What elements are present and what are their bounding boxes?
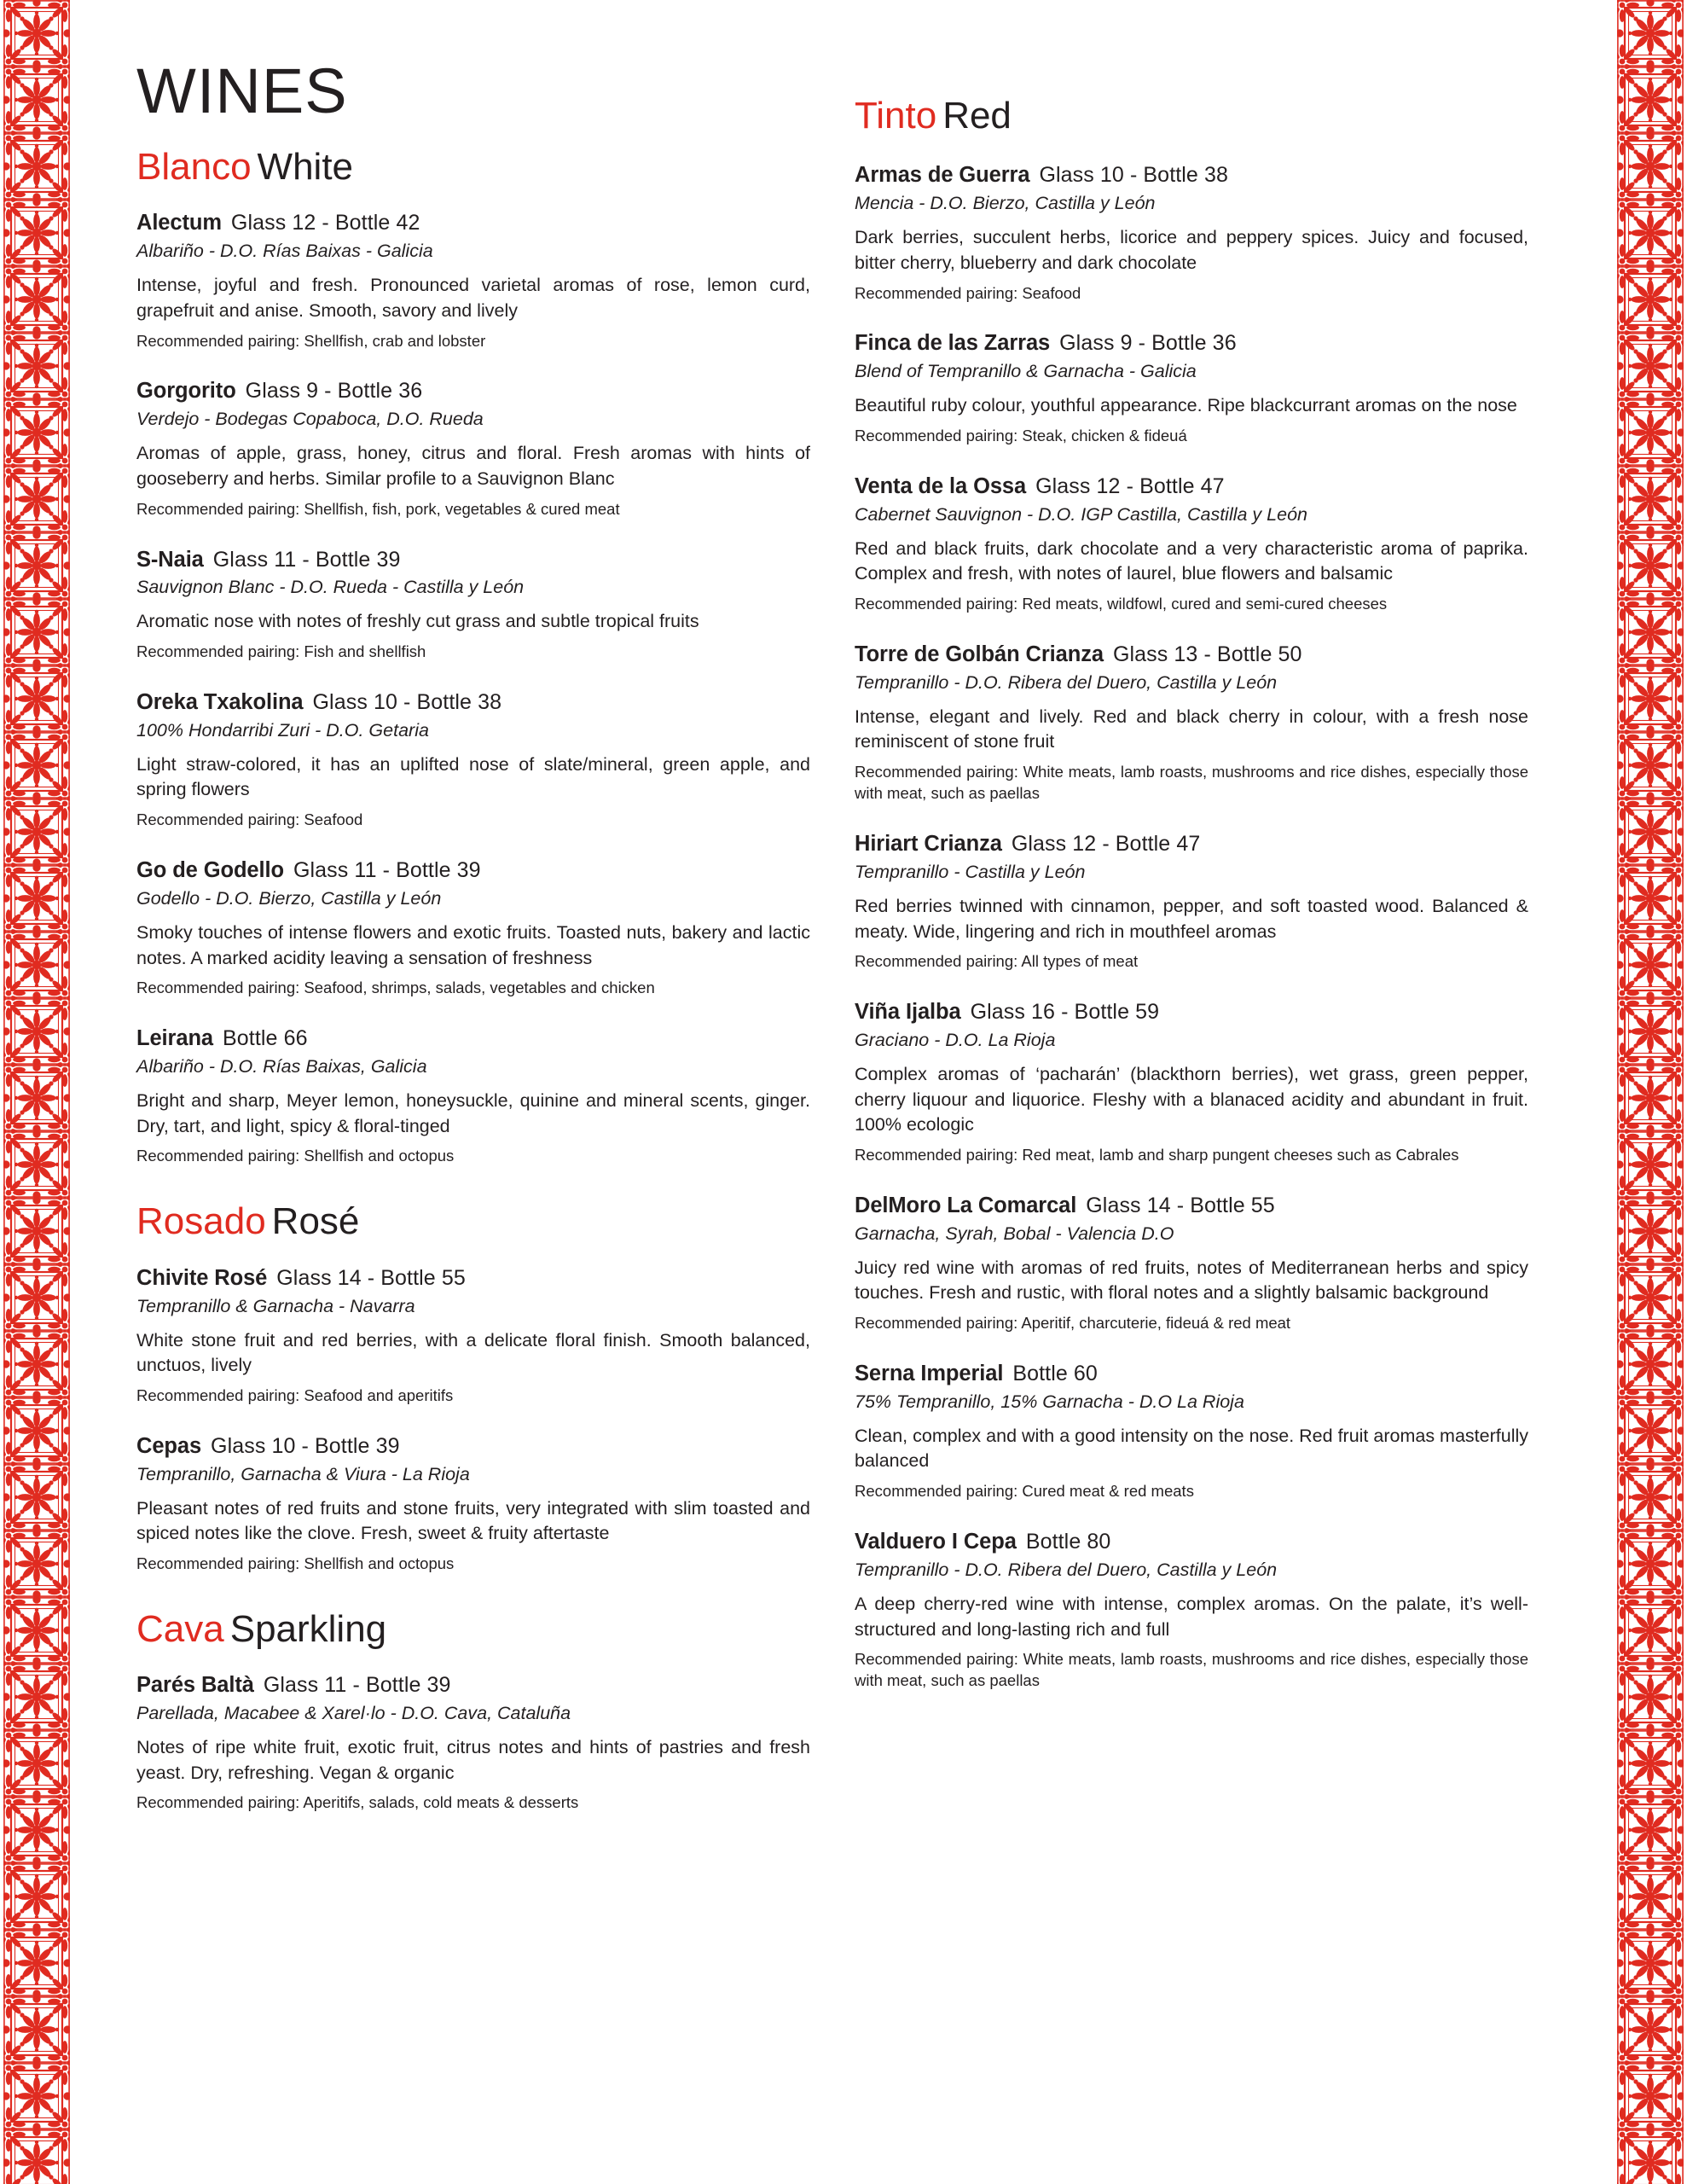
wine-name: Oreka Txakolina <box>136 690 304 715</box>
wine-name: Leirana <box>136 1026 214 1051</box>
wine-name: DelMoro La Comarcal <box>855 1193 1077 1217</box>
wine-header <box>855 1193 1528 1220</box>
wine-grape-region: Garnacha, Syrah, Bobal - Valencia D.O <box>855 1223 1174 1244</box>
wine-grape-region: Mencia - D.O. Bierzo, Castilla y León <box>855 193 1156 214</box>
wine-grape-region: Parellada, Macabee & Xarel·lo - D.O. Cava, Cataluña <box>136 1703 571 1724</box>
wine-grape-region: Tempranillo - D.O. Ribera del Duero, Castilla y León <box>855 671 1278 693</box>
wine-entry <box>855 1529 1528 1692</box>
wine-description: A deep cherry-red wine with intense, complex aromas. On the palate, it’s well-structured and long-lasting rich and full <box>855 1593 1528 1640</box>
wine-entry <box>136 210 810 351</box>
wine-description: Juicy red wine with aromas of red fruits, notes of Mediterranean herbs and spicy touches. Fresh and rustic, with floral notes and a slightly balsamic background <box>855 1257 1528 1304</box>
wine-description: Notes of ripe white fruit, exotic fruit, citrus notes and hints of pastries and fresh yeast. Dry, refreshing. Vegan & organic <box>136 1737 810 1783</box>
section-heading-rosado-en: Rosé <box>271 1200 360 1243</box>
section-heading-rosado <box>136 1201 810 1242</box>
wine-header <box>855 330 1528 357</box>
wine-grape-region: Tempranillo - Castilla y León <box>855 861 1086 882</box>
wine-entry <box>855 162 1528 304</box>
wine-name: Gorgorito <box>136 379 236 404</box>
cava-wine-list <box>136 1672 810 1814</box>
right-column <box>855 60 1528 1718</box>
wine-description: Pleasant notes of red fruits and stone fruits, very integrated with slim toasted and spiced notes like the clove. Fresh, sweet & fruity aftertaste <box>136 1497 810 1544</box>
wine-entry <box>136 689 810 831</box>
wine-entry <box>855 831 1528 973</box>
wine-entry <box>136 1433 810 1575</box>
wine-description: Intense, elegant and lively. Red and black cherry in colour, with a fresh nose reminiscent of stone fruit <box>855 706 1528 752</box>
wine-grape-region: 75% Tempranillo, 15% Garnacha - D.O La Rioja <box>855 1391 1244 1412</box>
wine-name: Serna Imperial <box>855 1362 1004 1386</box>
wine-name: Armas de Guerra <box>855 163 1030 188</box>
wine-header <box>855 1361 1528 1388</box>
wine-description: White stone fruit and red berries, with a delicate floral finish. Smooth balanced, unctuos, lively <box>136 1329 810 1376</box>
wine-description: Aromatic nose with notes of freshly cut grass and subtle tropical fruits <box>136 611 699 632</box>
wine-pairing: Recommended pairing: Steak, chicken & fideuá <box>855 426 1187 444</box>
wine-entry <box>136 1265 810 1407</box>
wine-name: Parés Baltà <box>136 1673 254 1698</box>
wine-header <box>136 210 810 237</box>
wine-description: Light straw-colored, it has an uplifted nose of slate/mineral, green apple, and spring flowers <box>136 753 810 800</box>
section-heading-cava <box>136 1609 810 1650</box>
wine-description: Intense, joyful and fresh. Pronounced varietal aromas of rose, lemon curd, grapefruit and anise. Smooth, savory and lively <box>136 275 810 321</box>
section-heading-cava-es: Cava <box>136 1607 224 1650</box>
wine-name: S-Naia <box>136 547 204 572</box>
section-heading-tinto-es: Tinto <box>855 95 937 136</box>
wine-entry <box>136 547 810 663</box>
wine-pairing: Recommended pairing: Shellfish and octopus <box>136 1147 455 1165</box>
wine-price: Glass 12 - Bottle 47 <box>1035 473 1225 498</box>
wine-name: Finca de las Zarras <box>855 331 1051 356</box>
tinto-wine-list <box>855 162 1528 1692</box>
wine-price: Glass 10 - Bottle 39 <box>211 1433 400 1458</box>
wine-entry <box>855 473 1528 615</box>
wine-entry <box>855 1193 1528 1334</box>
rosado-wine-list <box>136 1265 810 1575</box>
wine-pairing: Recommended pairing: Seafood <box>136 810 363 829</box>
wine-name: Cepas <box>136 1433 202 1458</box>
wine-grape-region: Albariño - D.O. Rías Baixas, Galicia <box>136 1056 427 1077</box>
wine-description: Red and black fruits, dark chocolate and a very characteristic aroma of paprika. Complex and fresh, with notes of laurel, blue flowers and balsamic <box>855 537 1528 584</box>
section-heading-cava-en: Sparkling <box>229 1607 387 1650</box>
wine-price: Glass 12 - Bottle 42 <box>230 211 420 235</box>
wine-description: Beautiful ruby colour, youthful appearance. Ripe blackcurrant aromas on the nose <box>855 395 1517 416</box>
wine-description: Aromas of apple, grass, honey, citrus and floral. Fresh aromas with hints of gooseberry and herbs. Similar profile to a Sauvignon Blanc <box>136 443 810 489</box>
wine-header <box>855 473 1528 501</box>
wine-price: Glass 14 - Bottle 55 <box>1086 1193 1275 1217</box>
wine-price: Glass 11 - Bottle 39 <box>212 547 401 572</box>
wine-pairing: Recommended pairing: White meats, lamb roasts, mushrooms and rice dishes, especially those with meat, such as paellas <box>855 1650 1528 1690</box>
wine-grape-region: Sauvignon Blanc - D.O. Rueda - Castilla y León <box>136 577 525 598</box>
wine-grape-region: Graciano - D.O. La Rioja <box>855 1030 1056 1051</box>
wine-price: Glass 14 - Bottle 55 <box>276 1265 466 1290</box>
section-heading-rosado-es: Rosado <box>136 1200 266 1243</box>
wine-grape-region: Tempranillo & Garnacha - Navarra <box>136 1295 415 1316</box>
wine-entry <box>136 378 810 520</box>
wine-pairing: Recommended pairing: Shellfish, crab and lobster <box>136 331 486 350</box>
wine-name: Go de Godello <box>136 858 284 883</box>
wine-price: Glass 11 - Bottle 39 <box>293 858 481 883</box>
wine-pairing: Recommended pairing: Seafood <box>855 283 1081 302</box>
wine-pairing: Recommended pairing: Aperitif, charcuterie, fideuá & red meat <box>855 1314 1291 1333</box>
wine-header <box>855 999 1528 1026</box>
wine-price: Glass 10 - Bottle 38 <box>312 690 502 715</box>
wine-pairing: Recommended pairing: Seafood, shrimps, salads, vegetables and chicken <box>136 979 655 997</box>
section-heading-blanco-es: Blanco <box>136 146 252 188</box>
page-title: WINES <box>136 55 348 126</box>
wine-entry <box>855 330 1528 446</box>
wine-header <box>136 547 810 574</box>
wine-price: Bottle 80 <box>1025 1530 1111 1554</box>
wine-price: Glass 12 - Bottle 47 <box>1011 832 1201 857</box>
wine-header <box>855 831 1528 858</box>
wine-name: Chivite Rosé <box>136 1265 268 1290</box>
wine-header <box>136 1265 810 1292</box>
wine-name: Torre de Golbán Crianza <box>855 642 1104 667</box>
wine-description: Dark berries, succulent herbs, licorice and peppery spices. Juicy and focused, bitter cherry, blueberry and dark chocolate <box>855 227 1528 273</box>
wine-grape-region: Verdejo - Bodegas Copaboca, D.O. Rueda <box>136 409 484 430</box>
wine-price: Glass 9 - Bottle 36 <box>1059 331 1237 356</box>
wine-header <box>136 1672 810 1699</box>
wine-header <box>136 857 810 885</box>
wine-header <box>855 162 1528 189</box>
wine-entry <box>136 1025 810 1167</box>
wine-pairing: Recommended pairing: All types of meat <box>855 952 1139 971</box>
wine-price: Glass 16 - Bottle 59 <box>970 1000 1160 1025</box>
wine-name: Alectum <box>136 211 222 235</box>
wine-pairing: Recommended pairing: Cured meat & red meats <box>855 1482 1194 1501</box>
wine-name: Valduero I Cepa <box>855 1530 1017 1554</box>
section-heading-tinto <box>855 96 1528 136</box>
wine-price: Glass 9 - Bottle 36 <box>245 379 423 404</box>
wine-name: Venta de la Ossa <box>855 473 1027 498</box>
wine-entry <box>136 857 810 999</box>
section-heading-blanco-en: White <box>257 146 354 188</box>
wine-description: Smoky touches of intense flowers and exotic fruits. Toasted nuts, bakery and lactic notes. A marked acidity leaving a sensation of freshness <box>136 921 810 968</box>
wine-description: Bright and sharp, Meyer lemon, honeysuckle, quinine and mineral scents, ginger. Dry, tart, and light, spicy & floral-tinged <box>136 1090 810 1136</box>
wine-grape-region: Godello - D.O. Bierzo, Castilla y León <box>136 887 442 909</box>
section-heading-tinto-en: Red <box>942 95 1012 136</box>
wine-entry <box>136 1672 810 1814</box>
wine-grape-region: Blend of Tempranillo & Garnacha - Galicia <box>855 361 1197 382</box>
wine-pairing: Recommended pairing: White meats, lamb roasts, mushrooms and rice dishes, especially those with meat, such as paellas <box>855 763 1528 803</box>
wine-grape-region: Tempranillo - D.O. Ribera del Duero, Castilla y León <box>855 1559 1278 1580</box>
wine-description: Clean, complex and with a good intensity on the nose. Red fruit aromas masterfully balanced <box>855 1425 1528 1472</box>
wine-header <box>136 1433 810 1461</box>
wine-description: Red berries twinned with cinnamon, pepper, and soft toasted wood. Balanced & meaty. Wide, lingering and rich in mouthfeel aromas <box>855 895 1528 942</box>
menu-sheet <box>77 0 1610 2184</box>
wine-price: Glass 10 - Bottle 38 <box>1039 163 1228 188</box>
wine-pairing: Recommended pairing: Shellfish, fish, pork, vegetables & cured meat <box>136 499 620 518</box>
wine-header <box>136 689 810 717</box>
wine-pairing: Recommended pairing: Aperitifs, salads, cold meats & desserts <box>136 1793 579 1812</box>
wine-entry <box>855 999 1528 1166</box>
left-column <box>136 55 810 1840</box>
wine-pairing: Recommended pairing: Fish and shellfish <box>136 642 426 661</box>
section-heading-blanco <box>136 147 810 188</box>
wine-header <box>136 378 810 405</box>
wine-price: Bottle 60 <box>1012 1362 1098 1386</box>
wine-grape-region: Tempranillo, Garnacha & Viura - La Rioja <box>136 1463 470 1484</box>
wine-name: Viña Ijalba <box>855 1000 961 1025</box>
wine-entry <box>855 1361 1528 1502</box>
decorative-tile-border-right <box>1617 0 1684 2184</box>
wine-price: Glass 11 - Bottle 39 <box>263 1673 451 1698</box>
wine-pairing: Recommended pairing: Red meats, wildfowl, cured and semi-cured cheeses <box>855 595 1388 613</box>
wine-description: Complex aromas of ‘pacharán’ (blackthorn berries), wet grass, green pepper, cherry liquour and liquorice. Fleshy with a blanaced acidity and abundant in fruit. 100% ecologic <box>855 1063 1528 1136</box>
decorative-tile-border-left <box>3 0 70 2184</box>
wine-header <box>136 1025 810 1053</box>
wine-price: Glass 13 - Bottle 50 <box>1112 642 1302 667</box>
wine-grape-region: Cabernet Sauvignon - D.O. IGP Castilla, Castilla y León <box>855 503 1307 525</box>
wine-pairing: Recommended pairing: Red meat, lamb and sharp pungent cheeses such as Cabrales <box>855 1145 1459 1164</box>
wine-pairing: Recommended pairing: Seafood and aperitifs <box>136 1385 454 1404</box>
wine-entry <box>855 642 1528 804</box>
wine-pairing: Recommended pairing: Shellfish and octopus <box>136 1554 455 1572</box>
wine-grape-region: Albariño - D.O. Rías Baixas - Galicia <box>136 241 433 262</box>
wine-price: Bottle 66 <box>223 1026 308 1051</box>
wine-name: Hiriart Crianza <box>855 832 1002 857</box>
wine-grape-region: 100% Hondarribi Zuri - D.O. Getaria <box>136 719 429 741</box>
blanco-wine-list <box>136 210 810 1167</box>
wine-header <box>855 1529 1528 1556</box>
menu-columns <box>136 55 1551 1840</box>
wine-header <box>855 642 1528 669</box>
